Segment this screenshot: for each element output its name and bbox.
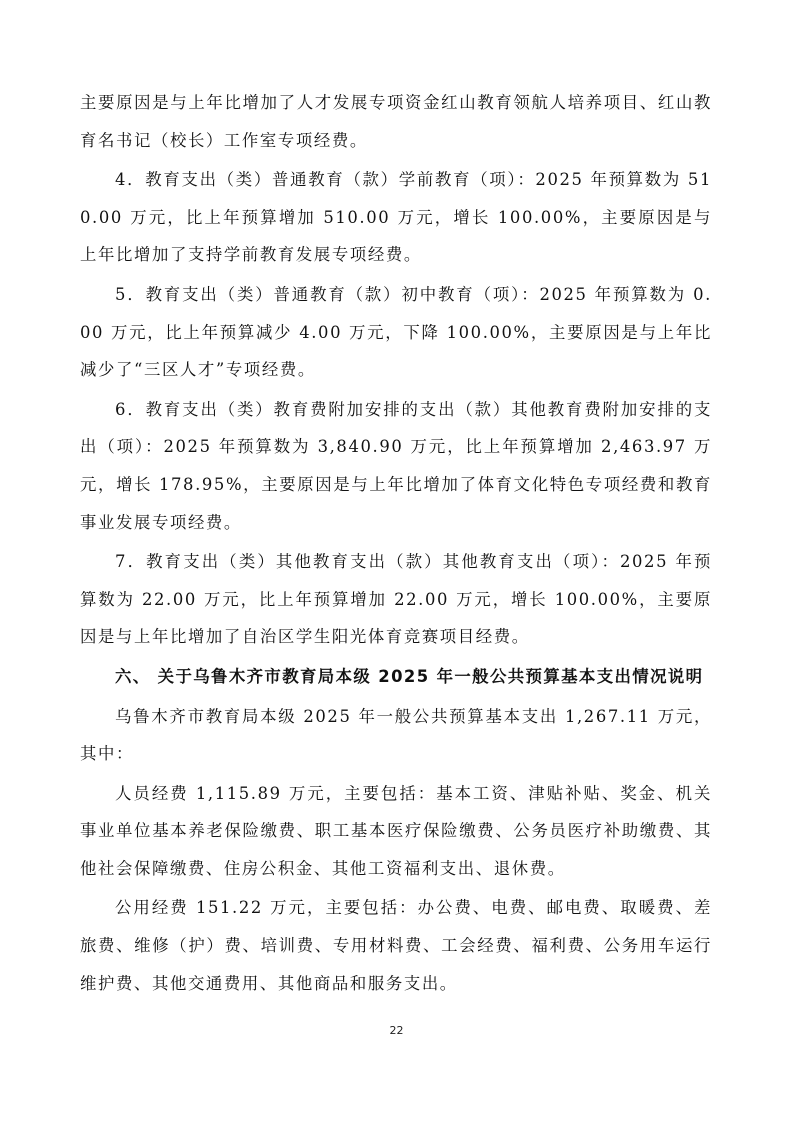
section-heading: 六、 关于乌鲁木齐市教育局本级 2025 年一般公共预算基本支出情况说明: [115, 666, 704, 686]
paragraph-personnel-expenses: 人员经费 1,115.89 万元，主要包括：基本工资、津贴补贴、奖金、机关事业单位基本养老保险缴费、职工基本医疗保险缴费、公务员医疗补助缴费、其他社会保障缴费、住房公积金、其他工资福利支出、退休费。: [80, 783, 712, 878]
paragraph-item-6-surcharge: 6．教育支出（类）教育费附加安排的支出（款）其他教育费附加安排的支出（项）：2025 年预算数为 3,840.90 万元，比上年预算增加 2,463.97 万元，增长 178.95%，主要原因是与上年比增加了体育文化特色专项经费和教育事业发展专项经费。: [80, 399, 712, 532]
paragraph-public-expenses: 公用经费 151.22 万元，主要包括：办公费、电费、邮电费、取暖费、差旅费、维修（护）费、培训费、专用材料费、工会经费、福利费、公务用车运行维护费、其他交通费用、其他商品和服务支出。: [80, 898, 712, 993]
page-number: 22: [389, 1024, 404, 1037]
paragraph-item-5-junior-high: 5．教育支出（类）普通教育（款）初中教育（项）：2025 年预算数为 0.00 万元，比上年预算减少 4.00 万元，下降 100.00%，主要原因是与上年比减少了“三区人才”专项经费。: [80, 284, 712, 380]
paragraph-item-4-preschool: 4．教育支出（类）普通教育（款）学前教育（项）：2025 年预算数为 510.00 万元，比上年预算增加 510.00 万元，增长 100.00%，主要原因是与上年比增加了支持学前教育发展专项经费。: [80, 170, 712, 265]
paragraph-continuation: 主要原因是与上年比增加了人才发展专项资金红山教育领航人培养项目、红山教育名书记（校长）工作室专项经费。: [80, 93, 712, 150]
paragraph-basic-expenditure: 乌鲁木齐市教育局本级 2025 年一般公共预算基本支出 1,267.11 万元，其中：: [80, 706, 712, 764]
document-body: [80, 84, 712, 1004]
paragraph-item-7-other: 7．教育支出（类）其他教育支出（款）其他教育支出（项）：2025 年预算数为 22.00 万元，比上年预算增加 22.00 万元，增长 100.00%，主要原因是与上年比增加了自治区学生阳光体育竞赛项目经费。: [80, 552, 712, 647]
